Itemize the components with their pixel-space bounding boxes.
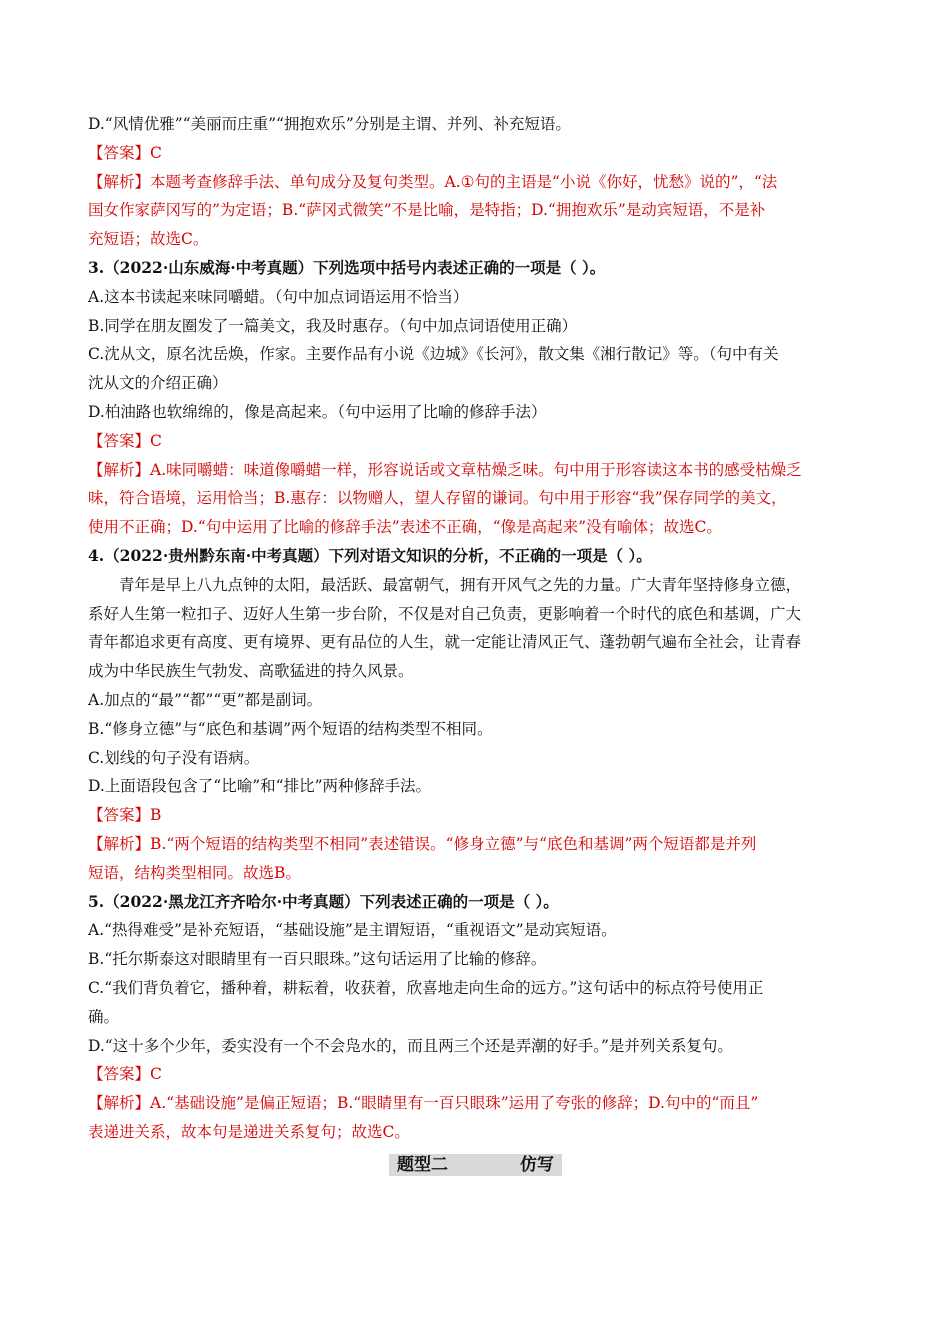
q4-analysis-line-1: 【解析】B.“两个短语的结构类型不相同”表述错误。“修身立德”与“底色和基调”两个短语都是并列	[88, 834, 757, 853]
q4-option-a: A.加点的“最”“都”“更”都是副词。	[88, 690, 323, 709]
q4-stem: 4.（2022·贵州黔东南·中考真题）下列对语文知识的分析，不正确的一项是（ ）。	[88, 545, 652, 565]
q4-passage-line-4: 成为中华民族生气勃发、高歌猛进的持久风景。	[88, 662, 414, 681]
q5-analysis-line-1: 【解析】A.“基础设施”是偏正短语；B.“眼睛里有一百只眼珠”运用了夸张的修辞；D.句中的“而且”	[88, 1094, 759, 1113]
document-page	[88, 110, 863, 1179]
q3-analysis-line-3: 使用不正确；D.“句中运用了比喻的修辞手法”表述不正确，“像是高起来”没有喻体；故选C。	[88, 518, 722, 537]
q2-option-d: D.“风情优雅”“美丽而庄重”“拥抱欢乐”分别是主谓、并列、补充短语。	[88, 115, 571, 133]
q3-option-c-line-2: 沈从文的介绍正确）	[88, 374, 228, 393]
q5-option-b: B.“托尔斯泰这对眼睛里有一百只眼珠。”这句话运用了比输的修辞。	[88, 950, 547, 969]
q4-option-d: D.上面语段包含了“比喻”和“排比”两种修辞手法。	[88, 777, 431, 796]
q4-analysis-line-2: 短语，结构类型相同。故选B。	[88, 863, 301, 882]
q5-option-d: D.“这十多个少年，委实没有一个不会凫水的，而且两三个还是弄潮的好手。”是并列关系复句。	[88, 1036, 733, 1055]
q4-option-b: B.“修身立德”与“底色和基调”两个短语的结构类型不相同。	[88, 719, 493, 738]
section-label: 题型二	[393, 1154, 452, 1176]
q3-stem: 3.（2022·山东威海·中考真题）下列选项中括号内表述正确的一项是（ ）。	[88, 257, 606, 277]
q4-passage-line-2: 系好人生第一粒扣子、迈好人生第一步台阶，不仅是对自己负责，更影响着一个时代的底色和基调，广大	[88, 604, 802, 623]
q2-analysis-line-2: 国女作家萨冈写的”为定语；B.“萨冈式微笑”不是比喻，是特指；D.“拥抱欢乐”是动宾短语，不是补	[88, 201, 766, 220]
q3-analysis-line-1: 【解析】A.味同嚼蜡：味道像嚼蜡一样，形容说话或文章枯燥乏味。句中用于形容读这本书的感受枯燥乏	[88, 460, 802, 479]
q3-option-d: D.柏油路也软绵绵的，像是高起来。（句中运用了比喻的修辞手法）	[88, 402, 547, 421]
q3-option-a: A.这本书读起来味同嚼蜡。（句中加点词语运用不恰当）	[88, 287, 469, 306]
q3-option-c-line-1: C.沈从文，原名沈岳焕，作家。主要作品有小说《边城》《长河》，散文集《湘行散记》等。（句中有关	[88, 345, 779, 364]
q2-answer: 【答案】C	[88, 143, 162, 162]
q2-analysis-line-3: 充短语；故选C。	[88, 230, 209, 249]
q4-passage-line-1: 青年是早上八九点钟的太阳，最活跃、最富朝气，拥有开风气之先的力量。广大青年坚持修身立德，	[119, 575, 802, 594]
q4-answer: 【答案】B	[88, 806, 162, 825]
q5-answer: 【答案】C	[88, 1065, 162, 1084]
q2-analysis-line-1: 【解析】本题考查修辞手法、单句成分及复句类型。A.①句的主语是“小说《你好，忧愁》说的”，“法	[88, 172, 778, 191]
q5-option-c-line-1: C.“我们背负着它，播种着，耕耘着，收获着，欣喜地走向生命的远方。”这句话中的标点符号使用正	[88, 978, 764, 997]
q5-option-c-line-2: 确。	[88, 1007, 120, 1026]
section-name: 仿写	[516, 1154, 558, 1176]
q3-option-b: B.同学在朋友圈发了一篇美文，我及时惠存。（句中加点词语使用正确）	[88, 316, 578, 335]
section-title	[88, 1151, 863, 1180]
q5-option-a: A.“热得难受”是补充短语，“基础设施”是主谓短语，“重视语文”是动宾短语。	[88, 921, 617, 940]
q5-analysis-line-2: 表递进关系，故本句是递进关系复句；故选C。	[88, 1122, 410, 1141]
q4-option-c: C.划线的句子没有语病。	[88, 748, 260, 767]
q4-passage-line-3: 青年都追求更有高度、更有境界、更有品位的人生，就一定能让清风正气、蓬勃朝气遍布全社会，让青春	[88, 633, 802, 652]
q3-answer: 【答案】C	[88, 431, 162, 450]
q5-stem: 5.（2022·黑龙江齐齐哈尔·中考真题）下列表述正确的一项是（ ）。	[88, 891, 559, 911]
q3-analysis-line-2: 味，符合语境，运用恰当；B.惠存：以物赠人，望人存留的谦词。句中用于形容“我”保存同学的美文，	[88, 489, 787, 508]
